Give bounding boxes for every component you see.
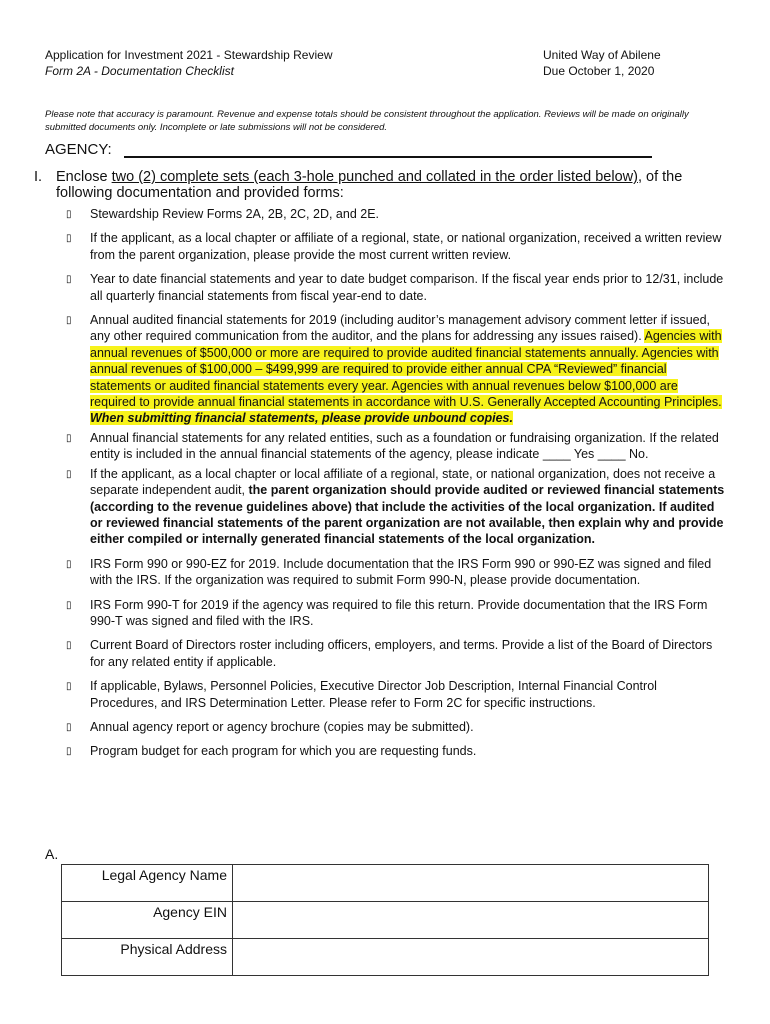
agency-info-table (61, 864, 709, 976)
checklist (66, 206, 726, 760)
accuracy-note: Please note that accuracy is paramount. Revenue and expense totals should be consistent throughout the application. Reviews will be made on originally submitted documents only. Incomplete or late submissions will not be considered. (45, 109, 689, 133)
instructions-pre: Enclose (56, 169, 112, 185)
form-title: Application for Investment 2021 - Stewardship Review (45, 48, 333, 62)
organization-name: United Way of Abilene (543, 48, 661, 62)
checklist-item: ▯ IRS Form 990-T for 2019 if the agency was required to file this return. Provide documentation that the IRS Form 990-T was signed and filed with the IRS. (66, 597, 708, 628)
checklist-item: ▯ If the applicant, as a local chapter or local affiliate of a regional, state, or national organization, does not receive a separate independent audit, the parent organization should provide audited or reviewed financial statements (according to the revenue guidelines above) that include the activities of the local organization. If audited or reviewed financial statements of the parent organization are not available, then explain why and provide either compiled or internally generated financial statements of the local organization. (66, 466, 725, 547)
agency-fill-line[interactable] (124, 156, 652, 158)
checklist-item: ▯ Annual audited financial statements for 2019 (including auditor’s management advisory comment letter if issued, any other required communication from the auditor, and the plans for addressing any issues raised). Agencies with annual revenues of $500,000 or more are required to provide audited financial statements annually. Agencies with annual revenues of $100,000 – $499,999 are required to provide either annual CPA “Reviewed” financial statements or audited financial statements every year. Agencies with annual revenues below $100,000 are required to provide annual financial statements in accordance with U.S. Generally Accepted Accounting Principles. When submitting financial statements, please provide unbound copies. (66, 313, 722, 426)
table-row (62, 939, 709, 976)
agency-ein-label: Agency EIN (62, 902, 233, 939)
due-date: Due October 1, 2020 (543, 64, 655, 78)
checklist-item: ▯ IRS Form 990 or 990-EZ for 2019. Include documentation that the IRS Form 990 or 990-EZ was signed and filed with the IRS. If the organization was required to submit Form 990-N, please provide documentation. (66, 556, 712, 588)
section-a-label: A. (45, 846, 59, 862)
table-row (62, 865, 709, 902)
section-instructions (56, 169, 736, 201)
checklist-item: ▯ Program budget for each program for which you are requesting funds. (66, 743, 726, 759)
checkbox-icon[interactable]: ▯ (66, 640, 72, 652)
agency-ein-field[interactable] (233, 902, 709, 939)
checklist-item: ▯ Stewardship Review Forms 2A, 2B, 2C, 2D, and 2E. (66, 206, 726, 222)
highlighted-unbound-note: When submitting financial statements, please provide unbound copies. (90, 411, 513, 426)
checkbox-icon[interactable]: ▯ (66, 315, 72, 327)
checkbox-icon[interactable]: ▯ (66, 274, 72, 286)
checkbox-icon[interactable]: ▯ (66, 233, 72, 245)
header-left (45, 47, 332, 79)
instructions-post: , of the following documentation and provided forms: (56, 169, 683, 201)
checkbox-icon[interactable]: ▯ (66, 468, 72, 480)
header-right (543, 47, 661, 79)
checklist-item: ▯ Year to date financial statements and year to date budget comparison. If the fiscal year ends prior to 12/31, include all quarterly financial statements from fiscal year-end to date. (66, 272, 724, 303)
legal-agency-name-field[interactable] (233, 865, 709, 902)
checkbox-icon[interactable]: ▯ (66, 721, 72, 733)
table-row (62, 902, 709, 939)
checkbox-icon[interactable]: ▯ (66, 681, 72, 693)
physical-address-label: Physical Address (62, 939, 233, 976)
checkbox-icon[interactable]: ▯ (66, 746, 72, 758)
checklist-item: ▯ If the applicant, as a local chapter or affiliate of a regional, state, or national organization, received a written review from the parent organization, please provide the most current written review. (66, 231, 722, 262)
instructions-underlined: two (2) complete sets (each 3-hole punched and collated in the order listed below) (111, 169, 638, 185)
checklist-item: ▯ Annual financial statements for any related entities, such as a foundation or fundraising organization. If the related entity is included in the annual financial statements of the agency, please indicate ____ Yes ____ No. (66, 430, 719, 462)
checkbox-icon[interactable]: ▯ (66, 209, 72, 220)
checkbox-icon[interactable]: ▯ (66, 558, 72, 570)
form-subtitle: Form 2A - Documentation Checklist (45, 64, 234, 78)
checkbox-icon[interactable]: ▯ (66, 599, 72, 611)
checklist-item: ▯ Annual agency report or agency brochure (copies may be submitted). (66, 719, 726, 735)
checklist-item: ▯ If applicable, Bylaws, Personnel Policies, Executive Director Job Description, Internal Financial Control Procedures, and IRS Determination Letter. Please refer to Form 2C for specific instructions. (66, 679, 657, 710)
checkbox-icon[interactable]: ▯ (66, 432, 72, 444)
agency-label: AGENCY: (45, 141, 112, 158)
physical-address-field[interactable] (233, 939, 709, 976)
highlighted-requirement: Agencies with annual revenues of $500,000 or more are required to provide audited financial statements annually. Agencies with annual revenues of $100,000 – $499,999 are required to provide either annual CPA “Reviewed” financial statements or audited financial statements every year. Agencies with annual revenues below $100,000 are required to provide annual financial statements in accordance with U.S. Generally Accepted Accounting Principles. (90, 329, 722, 410)
section-number: I. (34, 169, 43, 185)
legal-agency-name-label: Legal Agency Name (62, 865, 233, 902)
checklist-item: ▯ Current Board of Directors roster including officers, employers, and terms. Provide a list of the Board of Directors for any related entity if applicable. (66, 638, 713, 669)
